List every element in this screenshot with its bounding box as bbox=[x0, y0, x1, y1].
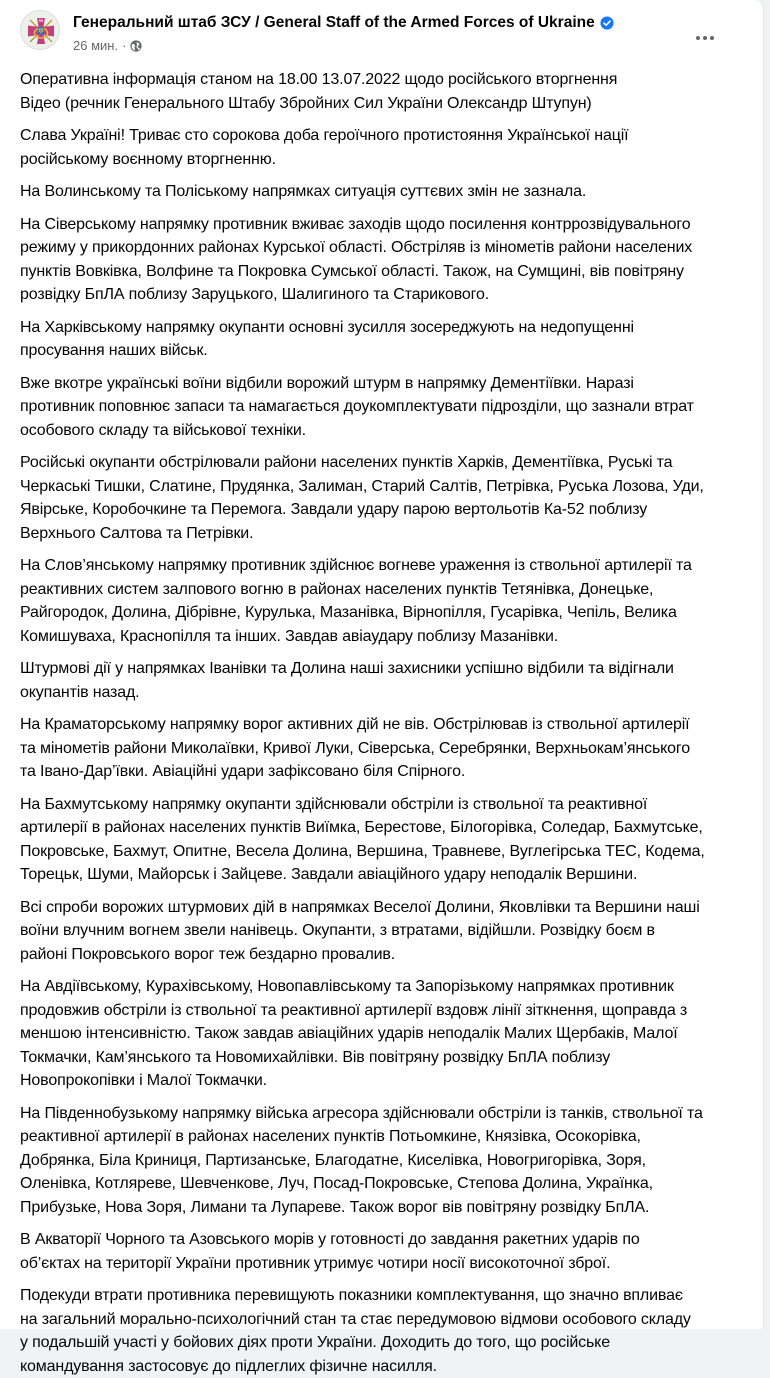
paragraph-line: Російські окупанти обстрілювали райони населених пунктів Харків, Дементіївка, Руські та bbox=[20, 451, 747, 475]
paragraph-line: В Акваторії Чорного та Азовського морів у готовності до завдання ракетних ударів по bbox=[20, 1228, 747, 1252]
paragraph-line: Верхнього Салтова та Петрівки. bbox=[20, 522, 747, 546]
post-paragraph bbox=[20, 124, 747, 171]
paragraph-line: особового складу та військової техніки. bbox=[20, 419, 747, 443]
post-options-button[interactable] bbox=[687, 20, 723, 56]
armed-forces-emblem-icon bbox=[21, 11, 60, 50]
post-header bbox=[0, 0, 763, 60]
meta-separator: · bbox=[122, 38, 126, 53]
post-paragraph bbox=[20, 657, 747, 704]
paragraph-line: режиму у прикордонних районах Курської області. Обстріляв із мінометів райони населених bbox=[20, 236, 747, 260]
paragraph-line: противник поповнює запаси та намагається доукомплектувати підрозділи, що зазнали втрат bbox=[20, 395, 747, 419]
paragraph-line: Прибузьке, Нова Зоря, Лимани та Лупареве. Також ворог вів повітряну розвідку БпЛА. bbox=[20, 1196, 747, 1220]
timestamp-link[interactable]: 26 мин. bbox=[73, 38, 118, 53]
paragraph-line: Райгородок, Долина, Дібрівне, Курулька, Мазанівка, Вірнопілля, Гусарівка, Чепіль, Велика bbox=[20, 601, 747, 625]
paragraph-line: На Волинському та Поліському напрямках ситуація суттєвих змін не зазнала. bbox=[20, 180, 747, 204]
post-paragraph bbox=[20, 896, 747, 967]
paragraph-line: Черкаські Тишки, Слатине, Прудянка, Залиман, Старий Салтів, Петрівка, Руська Лозова, Уди, bbox=[20, 475, 747, 499]
post-paragraph bbox=[20, 316, 747, 363]
paragraph-line: Торецьк, Шуми, Майорськ і Зайцеве. Завдали авіаційного удару неподалік Вершини. bbox=[20, 863, 747, 887]
paragraph-line: На Південнобузькому напрямку війська агресора здійснювали обстріли із танків, ствольної та bbox=[20, 1102, 747, 1126]
post-paragraph bbox=[20, 713, 747, 784]
more-dot bbox=[703, 36, 707, 40]
paragraph-line: воїни влучним вогнем звели нанівець. Окупанти, з втратами, відійшли. Розвідку боєм в bbox=[20, 919, 747, 943]
paragraph-line: Відео (речник Генерального Штабу Збройних Сил України Олександр Штупун) bbox=[20, 92, 747, 116]
avatar[interactable] bbox=[20, 10, 60, 50]
paragraph-line: На Краматорському напрямку ворог активних дій не вів. Обстрілював із ствольної артилерії bbox=[20, 713, 747, 737]
paragraph-line: На Бахмутському напрямку окупанти здійснювали обстріли із ствольної та реактивної bbox=[20, 793, 747, 817]
post-paragraph bbox=[20, 372, 747, 443]
paragraph-line: На Сіверському напрямку противник вживає заходів щодо посилення контррозвідувального bbox=[20, 213, 747, 237]
globe-icon[interactable] bbox=[130, 40, 142, 52]
paragraph-line: Покровське, Бахмут, Опитне, Весела Долина, Вершина, Травневе, Вуглегірська ТЕС, Кодема, bbox=[20, 840, 747, 864]
post-paragraph bbox=[20, 213, 747, 307]
post-paragraph bbox=[20, 180, 747, 204]
paragraph-line: реактивної артилерії в районах населених пунктів Потьомкине, Князівка, Осокорівка, bbox=[20, 1125, 747, 1149]
post-paragraph bbox=[20, 451, 747, 545]
post-paragraph bbox=[20, 793, 747, 887]
paragraph-line: Комишуваха, Краснопілля та інших. Завдав авіаудару поблизу Мазанівки. bbox=[20, 625, 747, 649]
post-paragraph bbox=[20, 1102, 747, 1220]
paragraph-line: Штурмові дії у напрямках Іванівки та Долина наші захисники успішно відбили та відігнали bbox=[20, 657, 747, 681]
paragraph-line: продовжив обстріли із ствольної та реактивної артилерії вздовж лінії зіткнення, щоправда з bbox=[20, 999, 747, 1023]
paragraph-line: артилерії в районах населених пунктів Виїмка, Берестове, Білогорівка, Соледар, Бахмутське, bbox=[20, 816, 747, 840]
paragraph-line: Всі спроби ворожих штурмових дій в напрямках Веселої Долини, Яковлівки та Вершини наші bbox=[20, 896, 747, 920]
paragraph-line: Токмачки, Кам’янського та Новомихайлівки. Вів повітряну розвідку БпЛА поблизу bbox=[20, 1046, 747, 1070]
more-dot bbox=[710, 36, 714, 40]
paragraph-line: у подальшій участі у бойових діях проти України. Доходить до того, що російське bbox=[20, 1331, 747, 1355]
paragraph-line: районі Покровського ворог теж бездарно провалив. bbox=[20, 943, 747, 967]
author-name[interactable]: Генеральний штаб ЗСУ / General Staff of the Armed Forces of Ukraine bbox=[73, 14, 595, 32]
post-paragraph bbox=[20, 975, 747, 1093]
paragraph-line: Новопрокопівки і Малої Токмачки. bbox=[20, 1069, 747, 1093]
paragraph-line: На Слов’янському напрямку противник здійснює вогневе ураження із ствольної артилерії та bbox=[20, 554, 747, 578]
post-meta bbox=[73, 38, 142, 53]
paragraph-line: Оленівка, Котляреве, Шевченкове, Луч, Посад-Покровське, Степова Долина, Українка, bbox=[20, 1172, 747, 1196]
paragraph-line: Оперативна інформація станом на 18.00 13.07.2022 щодо російського вторгнення bbox=[20, 68, 747, 92]
paragraph-line: розвідку БпЛА поблизу Заруцького, Шалигиного та Старикового. bbox=[20, 283, 747, 307]
post-body bbox=[0, 60, 763, 1378]
post-paragraph bbox=[20, 1228, 747, 1275]
paragraph-line: Явірське, Коробочкине та Перемога. Завдали удару парою вертольотів Ка-52 поблизу bbox=[20, 498, 747, 522]
paragraph-line: Добрянка, Біла Криниця, Партизанське, Благодатне, Киселівка, Новогригорівка, Зоря, bbox=[20, 1149, 747, 1173]
paragraph-line: командування застосовує до підлеглих фізичне насилля. bbox=[20, 1355, 747, 1378]
paragraph-line: реактивних систем залпового вогню в районах населених пунктів Тетянівка, Донецьке, bbox=[20, 578, 747, 602]
post-paragraph bbox=[20, 554, 747, 648]
paragraph-line: та мінометів райони Миколаївки, Кривої Луки, Сіверська, Серебрянки, Верхньокам’янського bbox=[20, 737, 747, 761]
paragraph-line: Подекуди втрати противника перевищують показники комплектування, що значно впливає bbox=[20, 1284, 747, 1308]
paragraph-line: на загальний морально-психологічний стан та стає передумовою відмови особового складу bbox=[20, 1308, 747, 1332]
paragraph-line: та Івано-Дар’ївки. Авіаційні удари зафіксовано біля Спірного. bbox=[20, 760, 747, 784]
paragraph-line: На Харківському напрямку окупанти основні зусилля зосереджують на недопущенні bbox=[20, 316, 747, 340]
paragraph-line: об’єктах на території України противник утримує чотири носії високоточної зброї. bbox=[20, 1252, 747, 1276]
post-paragraph bbox=[20, 68, 747, 115]
post-paragraph bbox=[20, 1284, 747, 1378]
paragraph-line: На Авдіївському, Курахівському, Новопавлівському та Запорізькому напрямках противник bbox=[20, 975, 747, 999]
page-name-link[interactable] bbox=[73, 14, 614, 32]
paragraph-line: меншою інтенсивністю. Також завдав авіаційних ударів неподалік Малих Щербаків, Малої bbox=[20, 1022, 747, 1046]
paragraph-line: Слава Україні! Триває сто сорокова доба героїчного протистояння Української нації bbox=[20, 124, 747, 148]
paragraph-line: російському воєнному вторгненню. bbox=[20, 148, 747, 172]
more-horizontal-icon bbox=[696, 36, 700, 40]
verified-badge-icon bbox=[600, 16, 614, 30]
paragraph-line: просування наших військ. bbox=[20, 339, 747, 363]
paragraph-line: окупантів назад. bbox=[20, 681, 747, 705]
paragraph-line: пунктів Вовківка, Волфине та Покровка Сумської області. Також, на Сумщині, вів повітряну bbox=[20, 260, 747, 284]
paragraph-line: Вже вкотре українські воїни відбили ворожий штурм в напрямку Дементіївки. Наразі bbox=[20, 372, 747, 396]
